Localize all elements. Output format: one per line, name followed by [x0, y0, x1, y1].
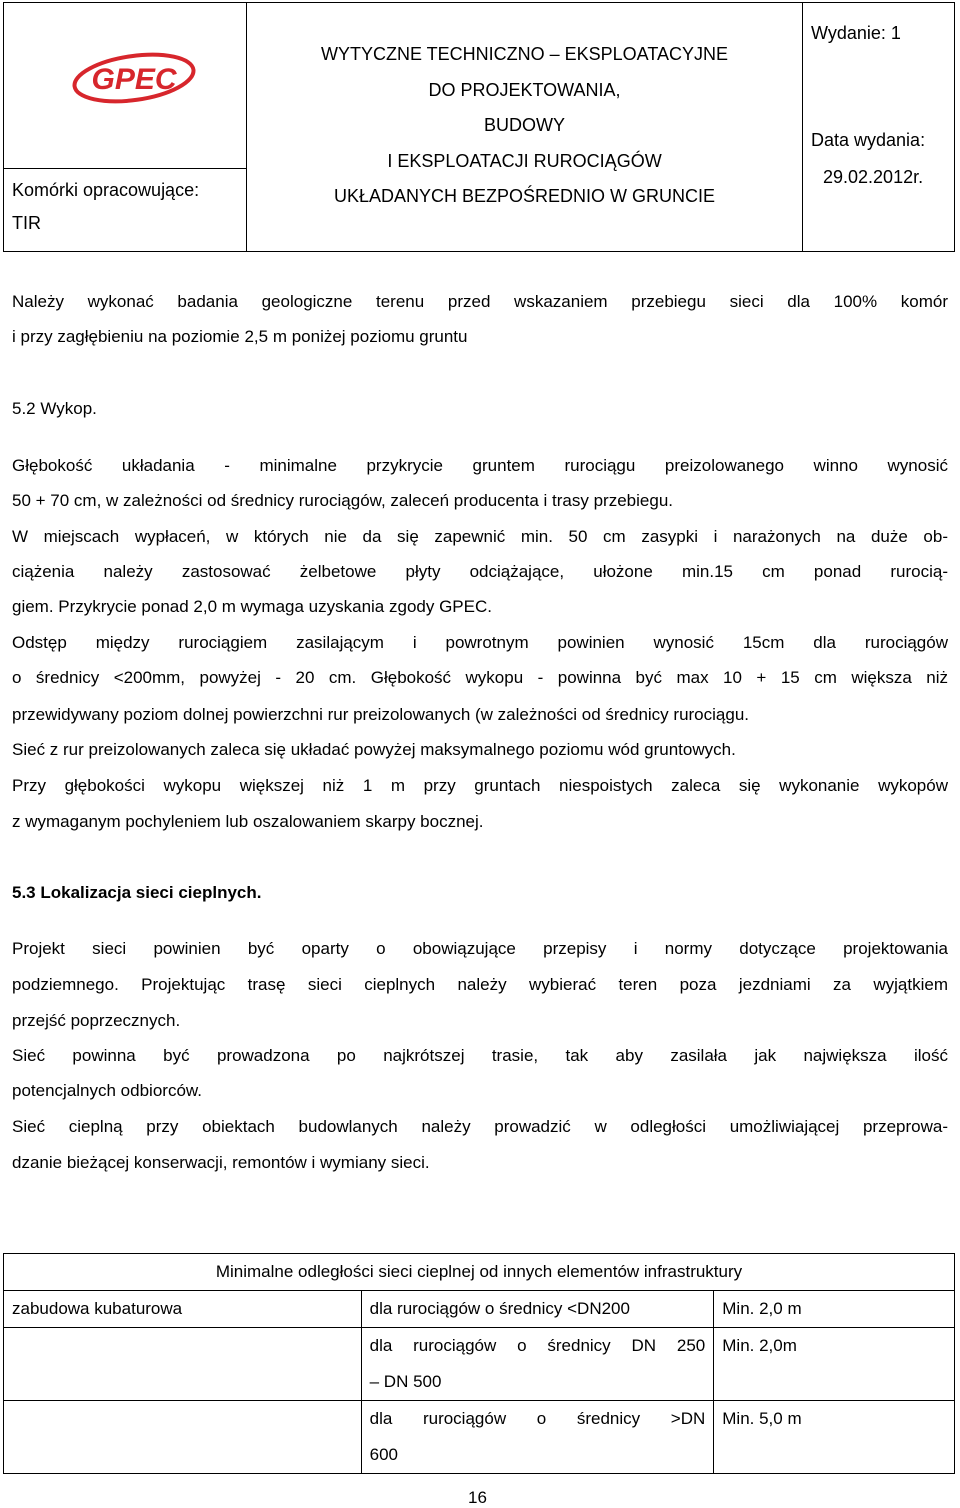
header-right-cell	[802, 3, 954, 251]
section-heading-5-2: 5.2 Wykop.	[12, 399, 97, 418]
paragraph-line: z wymaganym pochyleniem lub oszalowaniem skarpy bocznej.	[12, 812, 484, 831]
header-divider	[4, 168, 246, 169]
paragraph-line: giem. Przykrycie ponad 2,0 m wymaga uzyskania zgody GPEC.	[12, 597, 492, 616]
page-number: 16	[468, 1488, 487, 1507]
paragraph-line: W miejscach wypłaceń, w których nie da się zapewnić min. 50 cm zasypki i narażonych na duże ob-	[12, 527, 948, 546]
table-title-row	[4, 1254, 955, 1291]
title-line-4: I EKSPLOATACJI RUROCIĄGÓW	[387, 150, 662, 171]
paragraph-line: Należy wykonać badania geologiczne terenu przed wskazaniem przebiegu sieci dla 100% komór	[12, 292, 948, 311]
paragraph-line: Odstęp między rurociągiem zasilającym i powrotnym powinien wynosić 15cm dla rurociągów	[12, 633, 948, 652]
table-title: Minimalne odległości sieci cieplnej od innych elementów infrastruktury	[4, 1254, 955, 1291]
section-heading-5-3: 5.3 Lokalizacja sieci cieplnych.	[12, 883, 262, 902]
table-cell: Min. 2,0m	[714, 1328, 955, 1401]
title-line-3: BUDOWY	[484, 115, 565, 135]
distances-table	[3, 1253, 955, 1474]
data-wydania-label: Data wydania:	[811, 130, 926, 150]
paragraph-line: Sieć z rur preizolowanych zaleca się układać powyżej maksymalnego poziomu wód gruntowych.	[12, 740, 736, 759]
table-cell-line: dla rurociągów o średnicy DN 250	[369, 1336, 706, 1355]
paragraph-line: o średnicy <200mm, powyżej - 20 cm. Głębokość wykopu - powinna być max 10 + 15 cm większa niż	[12, 668, 948, 687]
document-header	[3, 2, 955, 252]
paragraph-line: 50 + 70 cm, w zależności od średnicy rurociągów, zaleceń producenta i trasy przebiegu.	[12, 491, 673, 510]
title-line-1: WYTYCZNE TECHNICZNO – EKSPLOATACYJNE	[320, 44, 729, 64]
paragraph-line: Głębokość układania - minimalne przykrycie gruntem rurociągu preizolowanego winno wynosić	[12, 456, 948, 475]
paragraph-line: przewidywany poziom dolnej powierzchni rur preizolowanych (w zależności od średnicy rurociągu.	[12, 705, 750, 724]
table-row	[4, 1401, 955, 1474]
paragraph-line: przejść poprzecznych.	[12, 1011, 181, 1030]
wydanie-label: Wydanie: 1	[811, 23, 901, 43]
paragraph-line: Przy głębokości wykopu większej niż 1 m przy gruntach niespoistych zaleca się wykonanie wykopów	[12, 776, 948, 795]
paragraph-line: Sieć powinna być prowadzona po najkrótszej trasie, tak aby zasilała jak największa ilość	[12, 1046, 948, 1065]
paragraph-line: podziemnego. Projektując trasę sieci cieplnych należy wybierać teren poza jezdniami za wyjątkiem	[12, 975, 948, 994]
table-row	[4, 1291, 955, 1328]
document-title	[247, 37, 802, 215]
paragraph-line: potencjalnych odbiorców.	[12, 1081, 202, 1100]
table-cell	[361, 1401, 714, 1474]
komorki-label: Komórki opracowujące:	[12, 180, 200, 200]
title-line-5: UKŁADANYCH BEZPOŚREDNIO W GRUNCIE	[333, 186, 716, 206]
paragraph-line: Sieć cieplną przy obiektach budowlanych należy prowadzić w odległości umożliwiającej przeprowa-	[12, 1117, 948, 1136]
table-cell-line: – DN 500	[369, 1372, 442, 1391]
komorki-value: TIR	[12, 213, 41, 233]
table-cell: Min. 2,0 m	[714, 1291, 955, 1328]
table-cell-line: dla rurociągów o średnicy >DN	[369, 1409, 706, 1428]
table-cell-line: 600	[369, 1445, 398, 1464]
table-cell	[4, 1401, 362, 1474]
table-cell: zabudowa kubaturowa	[4, 1291, 362, 1328]
table-cell: dla rurociągów o średnicy <DN200	[361, 1291, 714, 1328]
header-left-cell	[4, 3, 247, 251]
paragraph-line: i przy zagłębieniu na poziomie 2,5 m poniżej poziomu gruntu	[12, 327, 468, 346]
title-line-2: DO PROJEKTOWANIA,	[428, 79, 621, 100]
table-cell	[361, 1328, 714, 1401]
svg-text:GPEC: GPEC	[91, 63, 177, 96]
table-cell: Min. 5,0 m	[714, 1401, 955, 1474]
table-row	[4, 1328, 955, 1401]
table-cell	[4, 1328, 362, 1401]
gpec-logo	[70, 51, 198, 105]
paragraph-line: dzanie bieżącej konserwacji, remontów i wymiany sieci.	[12, 1153, 430, 1172]
paragraph-line: Projekt sieci powinien być oparty o obowiązujące przepisy i normy dotyczące projektowania	[12, 939, 948, 958]
data-wydania-value: 29.02.2012r.	[823, 167, 924, 187]
paragraph-line: ciążenia należy zastosować żelbetowe płyty odciążające, ułożone min.15 cm ponad rurocią-	[12, 562, 948, 581]
